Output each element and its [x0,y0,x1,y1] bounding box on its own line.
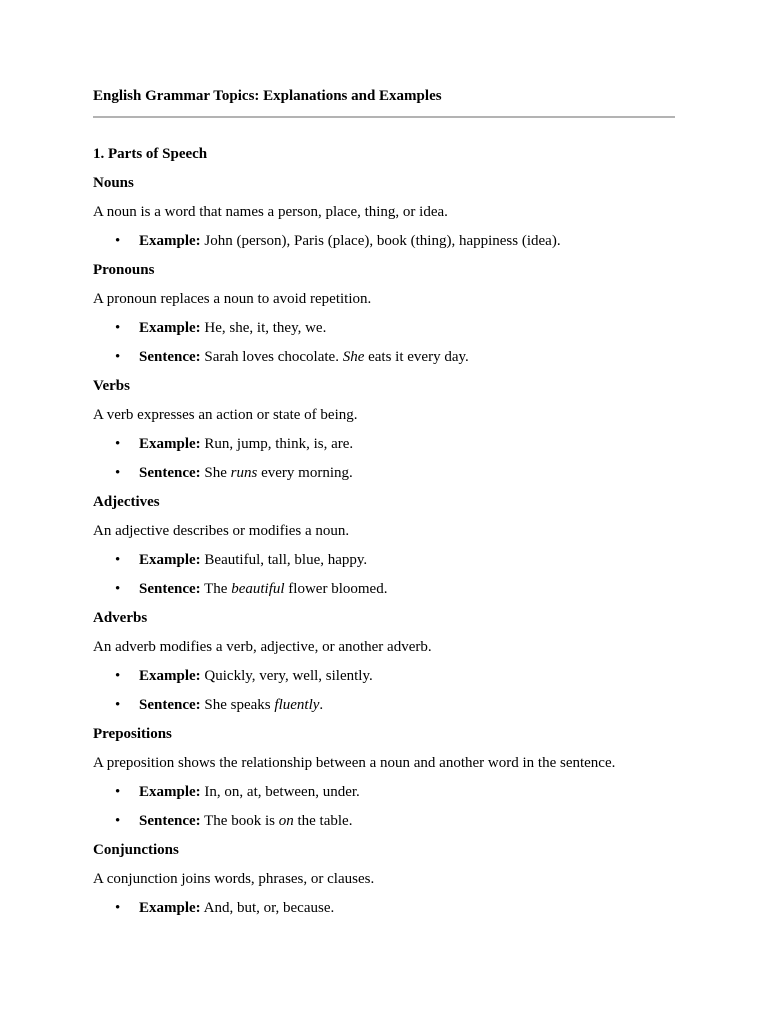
topic-bullets [93,898,675,918]
topic-adverbs [93,608,675,715]
example-item [93,231,675,251]
example-item [93,898,675,918]
topic-description: An adjective describes or modifies a noun. [93,523,350,539]
topic-heading: Pronouns [93,262,155,278]
topic-heading: Nouns [93,175,134,191]
sentence-emphasis: She [342,349,365,365]
bullet-icon: • [115,349,121,365]
example-text: He, she, it, they, we. [204,320,327,336]
topic-description: A preposition shows the relationship between a noun and another word in the sentence. [93,755,616,771]
topic-heading: Adjectives [93,494,160,510]
topic-description: A noun is a word that names a person, place, thing, or idea. [93,204,448,220]
bullet-icon: • [115,465,121,481]
example-label: Example: [139,436,201,452]
example-text: John (person), Paris (place), book (thing), happiness (idea). [204,233,561,249]
topic-heading: Prepositions [93,726,172,742]
sentence-label: Sentence: [139,465,201,481]
bullet-icon: • [115,233,121,249]
sentence-label: Sentence: [139,349,201,365]
bullet-icon: • [115,697,121,713]
example-label: Example: [139,668,201,684]
topic-heading: Adverbs [93,610,148,626]
sentence-item [93,811,675,831]
sentence-item [93,695,675,715]
topics-list [93,173,675,918]
bullet-icon: • [115,784,121,800]
bullet-icon: • [115,320,121,336]
document-page [93,86,675,918]
sentence-text-after: every morning. [257,465,353,481]
sentence-text-before: Sarah loves chocolate. [204,349,343,365]
example-item [93,666,675,686]
bullet-icon: • [115,581,121,597]
sentence-label: Sentence: [139,697,201,713]
sentence-item [93,579,675,599]
document-title: English Grammar Topics: Explanations and Examples [93,88,442,104]
example-text: Quickly, very, well, silently. [204,668,373,684]
example-item [93,434,675,454]
sentence-label: Sentence: [139,581,201,597]
sentence-emphasis: fluently [274,697,320,713]
sentence-text-after: the table. [293,813,353,829]
topic-bullets [93,318,675,367]
topic-prepositions [93,724,675,831]
sentence-text-after: eats it every day. [364,349,469,365]
topic-pronouns [93,260,675,367]
sentence-text-after: flower bloomed. [284,581,388,597]
bullet-icon: • [115,436,121,452]
example-label: Example: [139,320,201,336]
example-item [93,318,675,338]
topic-description: A pronoun replaces a noun to avoid repetition. [93,291,372,307]
topic-adjectives [93,492,675,599]
sentence-item [93,463,675,483]
topic-heading: Verbs [93,378,130,394]
topic-conjunctions [93,840,675,918]
sentence-text-before: She speaks [204,697,275,713]
sentence-item [93,347,675,367]
topic-nouns [93,173,675,251]
sentence-emphasis: runs [230,465,258,481]
topic-bullets [93,434,675,483]
sentence-text-after: . [319,697,324,713]
example-text: Run, jump, think, is, are. [204,436,354,452]
example-item [93,550,675,570]
example-text: And, but, or, because. [203,900,335,916]
topic-bullets [93,231,675,251]
topic-description: An adverb modifies a verb, adjective, or another adverb. [93,639,432,655]
topic-description: A conjunction joins words, phrases, or clauses. [93,871,375,887]
topic-heading: Conjunctions [93,842,179,858]
example-label: Example: [139,900,201,916]
sentence-emphasis: on [278,813,294,829]
topic-bullets [93,782,675,831]
bullet-icon: • [115,552,121,568]
sentence-text-before: She [204,465,231,481]
example-label: Example: [139,784,201,800]
sentence-emphasis: beautiful [231,581,285,597]
example-label: Example: [139,233,201,249]
example-item [93,782,675,802]
example-text: In, on, at, between, under. [204,784,360,800]
bullet-icon: • [115,813,121,829]
topic-verbs [93,376,675,483]
title-divider [93,116,675,118]
example-text: Beautiful, tall, blue, happy. [204,552,368,568]
bullet-icon: • [115,668,121,684]
sentence-text-before: The book is [204,813,279,829]
topic-description: A verb expresses an action or state of being. [93,407,358,423]
topic-bullets [93,550,675,599]
sentence-text-before: The [204,581,232,597]
topic-bullets [93,666,675,715]
bullet-icon: • [115,900,121,916]
example-label: Example: [139,552,201,568]
section-title: 1. Parts of Speech [93,146,208,162]
sentence-label: Sentence: [139,813,201,829]
